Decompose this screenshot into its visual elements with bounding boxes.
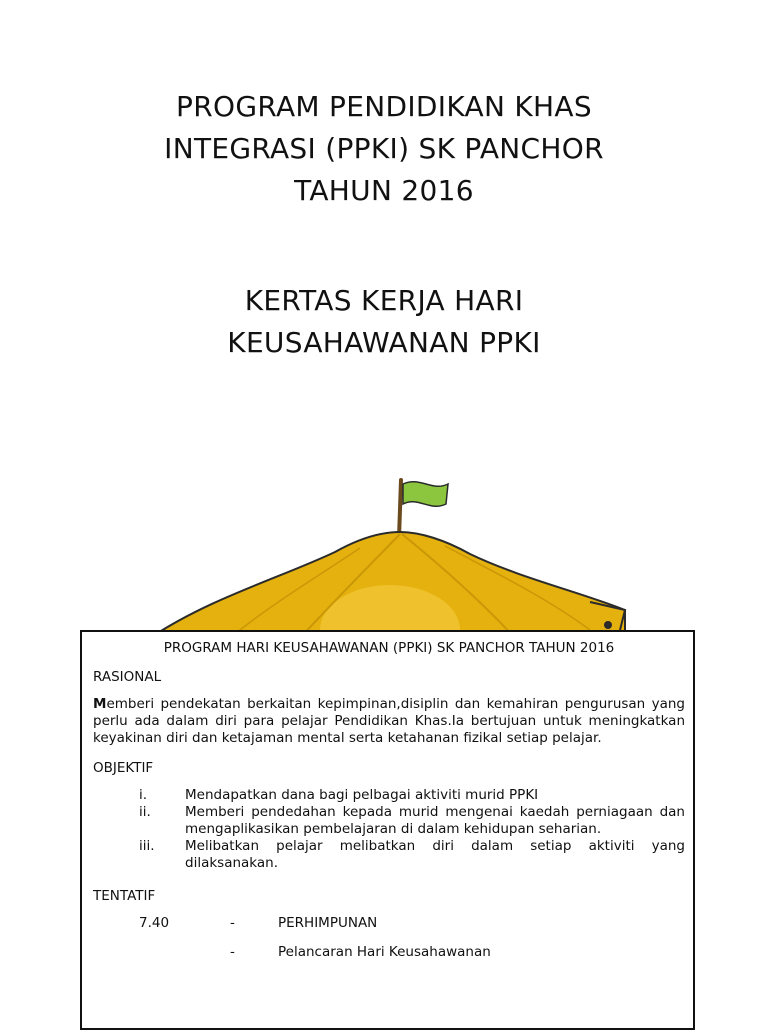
schedule-row [93, 915, 685, 932]
objektif-list [93, 787, 685, 872]
list-item-number: iii. [139, 838, 155, 854]
schedule-time [93, 944, 187, 961]
tentatif-heading: TENTATIF [93, 888, 156, 904]
schedule-activity: PERHIMPUNAN [278, 915, 378, 931]
schedule-dash: - [230, 915, 235, 931]
tent-illustration [120, 470, 640, 640]
program-info-box [80, 630, 695, 1030]
list-item [93, 838, 685, 872]
subtitle-line: KEUSAHAWANAN PPKI [227, 326, 541, 359]
list-item [93, 804, 685, 838]
subtitle-line: KERTAS KERJA HARI [244, 284, 524, 317]
rasional-paragraph [93, 696, 685, 747]
title-line: TAHUN 2016 [294, 174, 474, 207]
list-item [93, 787, 685, 804]
schedule-activity: Pelancaran Hari Keusahawanan [278, 944, 491, 960]
schedule-dash: - [230, 944, 235, 960]
document-title [0, 86, 768, 212]
list-item-text: Mendapatkan dana bagi pelbagai aktiviti murid PPKI [185, 787, 539, 803]
objektif-heading: OBJEKTIF [93, 760, 154, 776]
list-item-text: Melibatkan pelajar melibatkan diri dalam setiap aktiviti yang dilaksanakan. [185, 838, 685, 871]
box-title: PROGRAM HARI KEUSAHAWANAN (PPKI) SK PANCHOR TAHUN 2016 [163, 640, 615, 656]
rasional-text: emberi pendekatan berkaitan kepimpinan,disiplin dan kemahiran pengurusan yang perlu ada dalam diri para pelajar Pendidikan Khas.Ia bertujuan untuk meningkatkan keyakinan diri dan ketajaman mental serta ketahanan fizikal setiap pelajar. [93, 696, 685, 746]
rasional-first-letter: M [93, 696, 107, 712]
list-item-number: ii. [139, 804, 151, 820]
title-line: PROGRAM PENDIDIKAN KHAS [176, 90, 592, 123]
schedule-time: 7.40 [139, 915, 170, 931]
list-item-text: Memberi pendedahan kepada murid mengenai kaedah perniagaan dan mengaplikasikan pembelajaran di dalam kehidupan seharian. [185, 804, 685, 837]
document-subtitle [0, 280, 768, 364]
title-line: INTEGRASI (PPKI) SK PANCHOR [164, 132, 604, 165]
list-item-number: i. [139, 787, 148, 803]
schedule-row [93, 944, 685, 961]
rasional-heading: RASIONAL [93, 669, 162, 685]
